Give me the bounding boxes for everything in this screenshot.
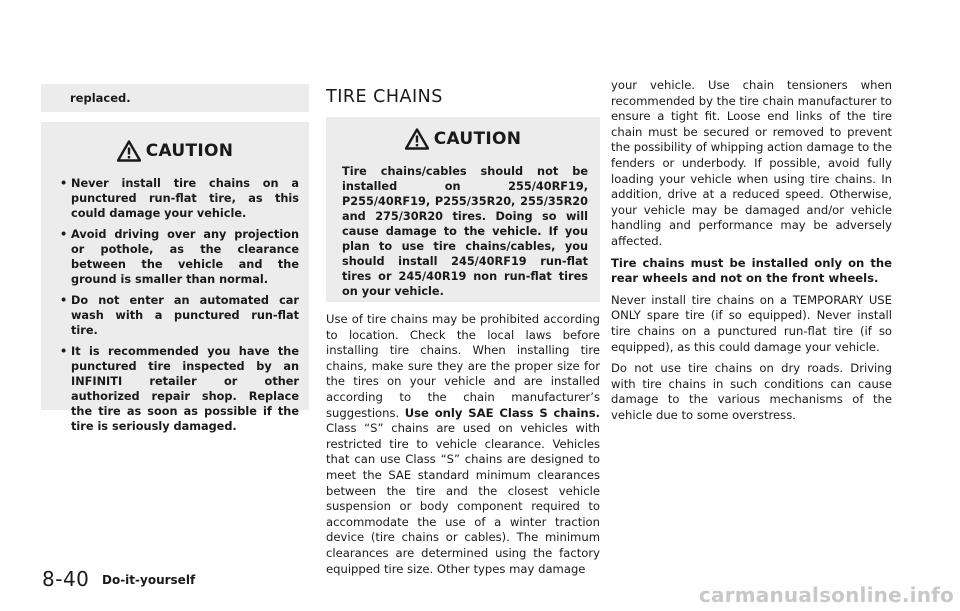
body-paragraph: Do not use tire chains on dry roads. Driving with tire chains in such conditions can cause damage to the various mechanisms of the vehicle due to some overstress.	[611, 361, 892, 422]
body-paragraph: your vehicle. Use chain tensioners when recommended by the tire chain manufacturer to ensure a tight fit. Loose end links of the tire chain must be secured or removed to prevent the possibility of whipping action damage to the fenders or underbody. If possible, avoid fully loading your vehicle when using tire chains. In addition, drive at a reduced speed. Otherwise, your vehicle may be damaged and/or vehicle handling and performance may be adversely affected.	[611, 78, 892, 248]
body-paragraph-bold: Tire chains must be installed only on the rear wheels and not on the front wheels.	[611, 255, 892, 286]
page-section-label: Do-it-yourself	[102, 573, 196, 587]
list-item: • Avoid driving over any projection or pothole, as the clearance between the vehicle and the ground is smaller than normal.	[60, 228, 299, 286]
caution-heading	[41, 140, 309, 162]
caution-title: CAUTION	[145, 141, 234, 161]
caution-heading	[326, 128, 600, 150]
caution-title: CAUTION	[433, 129, 522, 149]
caution-text: Tire chains/cables should not be installed on 255/40RF19, P255/40RF19, P255/35R20, 255/35R20 and 275/30R20 tires. Doing so will cause damage to the vehicle. If you plan to use tire chains/cables, you should install 245/40RF19 run-flat tires or 245/40R19 non run-flat tires on your vehicle.	[342, 165, 588, 298]
list-item: • Do not enter an automated car wash with a punctured run-flat tire.	[60, 294, 299, 337]
page-number: 8-40	[42, 567, 90, 591]
tire-chains-body	[326, 312, 600, 583]
body-paragraph: Never install tire chains on a TEMPORARY USE ONLY spare tire (if so equipped). Never install tire chains on a punctured run-flat tire (if so equipped), as this could damage your vehicle.	[611, 292, 892, 354]
body-paragraph: Use of tire chains may be prohibited according to location. Check the local laws before installing tire chains. When installing tire chains, make sure they are the proper size for the tires on your vehicle and are installed according to the chain manufacturer’s suggestions. Use only SAE Class S chains. Class “S” chains are used on vehicles with restricted tire to vehicle clearance. Vehicles that can use Class “S” chains are designed to meet the SAE standard minimum clearances between the tire and the closest vehicle suspension or body component required to accommodate the use of a winter traction device (tire chains or cables). The minimum clearances are determined using the factory equipped tire size. Other types may damage	[326, 312, 600, 576]
continued-text: replaced.	[70, 91, 131, 105]
caution-box-tire-chains	[326, 117, 600, 302]
section-title: TIRE CHAINS	[326, 87, 443, 107]
tire-chains-body-continued	[611, 78, 892, 429]
warning-triangle-icon	[405, 128, 429, 150]
list-item: • Never install tire chains on a punctured run-flat tire, as this could damage your vehicle.	[60, 177, 299, 220]
caution-box-runflat	[41, 122, 309, 433]
list-item: • It is recommended you have the punctured tire inspected by an INFINITI retailer or other authorized repair shop. Replace the tire as soon as possible if the tire is seriously damaged.	[60, 345, 299, 433]
warning-triangle-icon	[117, 140, 141, 162]
watermark: carmanualsonline.info	[698, 583, 954, 607]
caution-bullet-list	[41, 176, 309, 434]
